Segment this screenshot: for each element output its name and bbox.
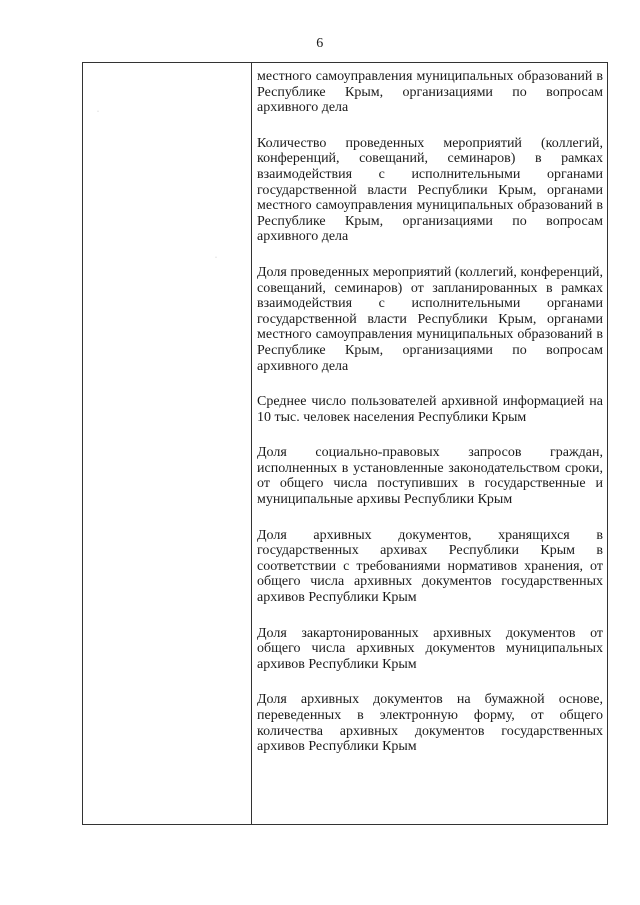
- column-divider: [251, 63, 252, 824]
- scan-speck: ·: [215, 255, 217, 261]
- indicator-text: Доля закартонированных архивных документов от общего числа архивных документов муниципальных архивов Республики Крым: [257, 625, 603, 672]
- scan-speck: ·: [97, 109, 99, 115]
- indicator-list: [257, 69, 603, 775]
- indicator-text: Доля проведенных мероприятий (коллегий, конференций, совещаний, семинаров) от запланированных в рамках взаимодействия с исполнительными органами государственной власти Республики Крым, органами местного самоуправления муниципальных образований в Республике Крым, организациями по вопросам архивного дела: [257, 264, 603, 374]
- indicator-text: Доля социально-правовых запросов граждан, исполненных в установленные законодательством сроки, от общего числа поступивших в государственные и муниципальные архивы Республики Крым: [257, 445, 603, 508]
- indicator-table: [82, 62, 608, 825]
- indicator-text: Среднее число пользователей архивной информацией на 10 тыс. человек населения Республики Крым: [257, 394, 603, 425]
- indicator-text: Количество проведенных мероприятий (коллегий, конференций, совещаний, семинаров) в рамках взаимодействия с исполнительными органами государственной власти Республики Крым, органами местного самоуправления муниципальных образований в Республике Крым, организациями по вопросам архивного дела: [257, 135, 603, 245]
- indicator-text: Доля архивных документов, хранящихся в государственных архивах Республики Крым в соответствии с требованиями нормативов хранения, от общего числа архивных документов государственных архивов Республики Крым: [257, 527, 603, 606]
- page-number: 6: [316, 36, 324, 51]
- indicator-text: Доля архивных документов на бумажной основе, переведенных в электронную форму, от общего количества архивных документов государственных архивов Республики Крым: [257, 692, 603, 755]
- indicator-text: местного самоуправления муниципальных образований в Республике Крым, организациями по вопросам архивного дела: [257, 69, 603, 116]
